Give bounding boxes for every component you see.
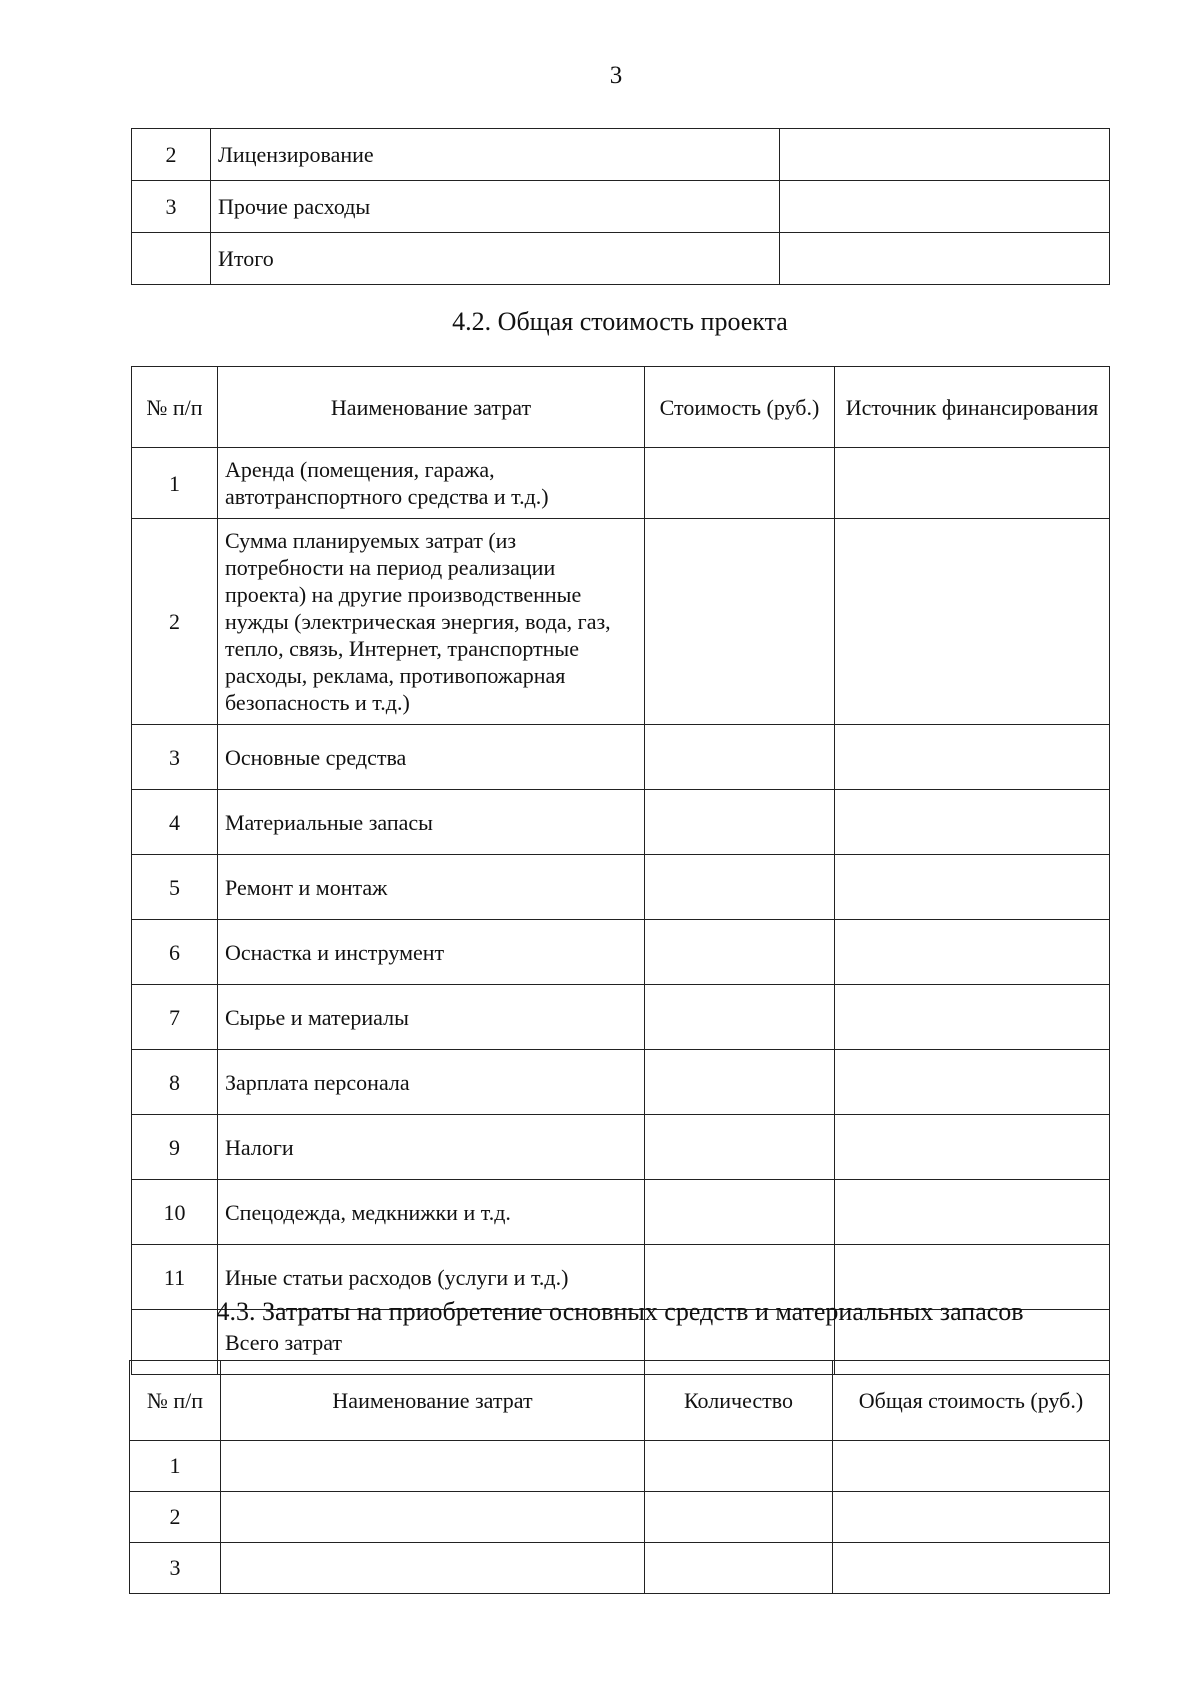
header-source: Источник финансирования bbox=[835, 367, 1110, 448]
table-row bbox=[132, 1115, 1110, 1180]
cell-name: Материальные запасы bbox=[218, 790, 645, 855]
header-quantity: Количество bbox=[645, 1361, 833, 1441]
cell-cost bbox=[645, 725, 835, 790]
cell-name bbox=[221, 1492, 645, 1543]
cell-total bbox=[833, 1492, 1110, 1543]
cell-source bbox=[835, 790, 1110, 855]
cell-source bbox=[835, 855, 1110, 920]
cell-name: Иные статьи расходов (услуги и т.д.) bbox=[218, 1245, 645, 1310]
table-header-row bbox=[132, 367, 1110, 448]
table-row bbox=[132, 1050, 1110, 1115]
cell-quantity bbox=[645, 1492, 833, 1543]
cell-source bbox=[835, 920, 1110, 985]
row-number bbox=[132, 233, 211, 285]
cell-total bbox=[833, 1543, 1110, 1594]
row-value bbox=[780, 181, 1110, 233]
costs-continuation-table bbox=[131, 128, 1110, 285]
cell-source bbox=[835, 519, 1110, 725]
table-row bbox=[132, 233, 1110, 285]
cell-source bbox=[835, 448, 1110, 519]
cell-name: Зарплата персонала bbox=[218, 1050, 645, 1115]
cell-cost bbox=[645, 1180, 835, 1245]
cell-source bbox=[835, 985, 1110, 1050]
row-number: 2 bbox=[132, 129, 211, 181]
cell-cost bbox=[645, 985, 835, 1050]
table-row bbox=[132, 985, 1110, 1050]
cell-cost bbox=[645, 855, 835, 920]
cell-source bbox=[835, 725, 1110, 790]
cell-name: Оснастка и инструмент bbox=[218, 920, 645, 985]
cell-num: 3 bbox=[130, 1543, 221, 1594]
cell-num: 3 bbox=[132, 725, 218, 790]
table-row bbox=[130, 1492, 1110, 1543]
cell-num: 6 bbox=[132, 920, 218, 985]
row-value bbox=[780, 129, 1110, 181]
cell-num: 7 bbox=[132, 985, 218, 1050]
cell-cost bbox=[645, 448, 835, 519]
cell-num: 5 bbox=[132, 855, 218, 920]
header-cost: Стоимость (руб.) bbox=[645, 367, 835, 448]
table-row bbox=[132, 855, 1110, 920]
cell-num: 8 bbox=[132, 1050, 218, 1115]
cell-cost bbox=[645, 1050, 835, 1115]
cell-num: 4 bbox=[132, 790, 218, 855]
row-number: 3 bbox=[132, 181, 211, 233]
cell-cost bbox=[645, 920, 835, 985]
row-name: Итого bbox=[211, 233, 780, 285]
table-row bbox=[130, 1543, 1110, 1594]
cell-quantity bbox=[645, 1543, 833, 1594]
cell-num: 1 bbox=[132, 448, 218, 519]
header-total: Общая стоимость (руб.) bbox=[833, 1361, 1110, 1441]
cell-name: Основные средства bbox=[218, 725, 645, 790]
cell-name: Сырье и материалы bbox=[218, 985, 645, 1050]
cell-name: Спецодежда, медкнижки и т.д. bbox=[218, 1180, 645, 1245]
cell-name: Сумма планируемых затрат (из потребности на период реализации проекта) на другие производственные нужды (электрическая энергия, вода, газ, тепло, связь, Интернет, транспортные расходы, реклама, противопожарная безопасность и т.д.) bbox=[218, 519, 645, 725]
assets-purchase-table bbox=[129, 1360, 1110, 1594]
cell-num: 1 bbox=[130, 1441, 221, 1492]
cell-total bbox=[833, 1441, 1110, 1492]
row-name: Прочие расходы bbox=[211, 181, 780, 233]
page-number: 3 bbox=[609, 62, 623, 89]
cell-num: 2 bbox=[132, 519, 218, 725]
table-row bbox=[132, 920, 1110, 985]
cell-quantity bbox=[645, 1441, 833, 1492]
table-row bbox=[132, 129, 1110, 181]
cell-source bbox=[835, 1050, 1110, 1115]
cell-num: 11 bbox=[132, 1245, 218, 1310]
header-num: № п/п bbox=[130, 1361, 221, 1441]
cell-num: 2 bbox=[130, 1492, 221, 1543]
cell-name bbox=[221, 1543, 645, 1594]
header-num: № п/п bbox=[132, 367, 218, 448]
cell-num: 9 bbox=[132, 1115, 218, 1180]
cell-name: Аренда (помещения, гаража, автотранспортного средства и т.д.) bbox=[218, 448, 645, 519]
cell-source bbox=[835, 1115, 1110, 1180]
cell-name: Всего затрат bbox=[218, 1310, 645, 1375]
cell-cost bbox=[645, 519, 835, 725]
cell-source bbox=[835, 1180, 1110, 1245]
cell-cost bbox=[645, 1115, 835, 1180]
cell-name bbox=[221, 1441, 645, 1492]
table-row bbox=[132, 519, 1110, 725]
cell-name: Налоги bbox=[218, 1115, 645, 1180]
table-row bbox=[132, 1180, 1110, 1245]
table-row bbox=[132, 448, 1110, 519]
table-header-row bbox=[130, 1361, 1110, 1441]
row-name: Лицензирование bbox=[211, 129, 780, 181]
section-title-assets: 4.3. Затраты на приобретение основных средств и материальных запасов bbox=[216, 1297, 1024, 1326]
table-row bbox=[132, 181, 1110, 233]
cell-cost bbox=[645, 790, 835, 855]
section-title-total-cost: 4.2. Общая стоимость проекта bbox=[452, 307, 788, 336]
row-value bbox=[780, 233, 1110, 285]
header-name: Наименование затрат bbox=[221, 1361, 645, 1441]
total-project-cost-table bbox=[131, 366, 1110, 1375]
cell-name: Ремонт и монтаж bbox=[218, 855, 645, 920]
table-row bbox=[130, 1441, 1110, 1492]
table-row bbox=[132, 725, 1110, 790]
table-row bbox=[132, 790, 1110, 855]
header-name: Наименование затрат bbox=[218, 367, 645, 448]
cell-num: 10 bbox=[132, 1180, 218, 1245]
